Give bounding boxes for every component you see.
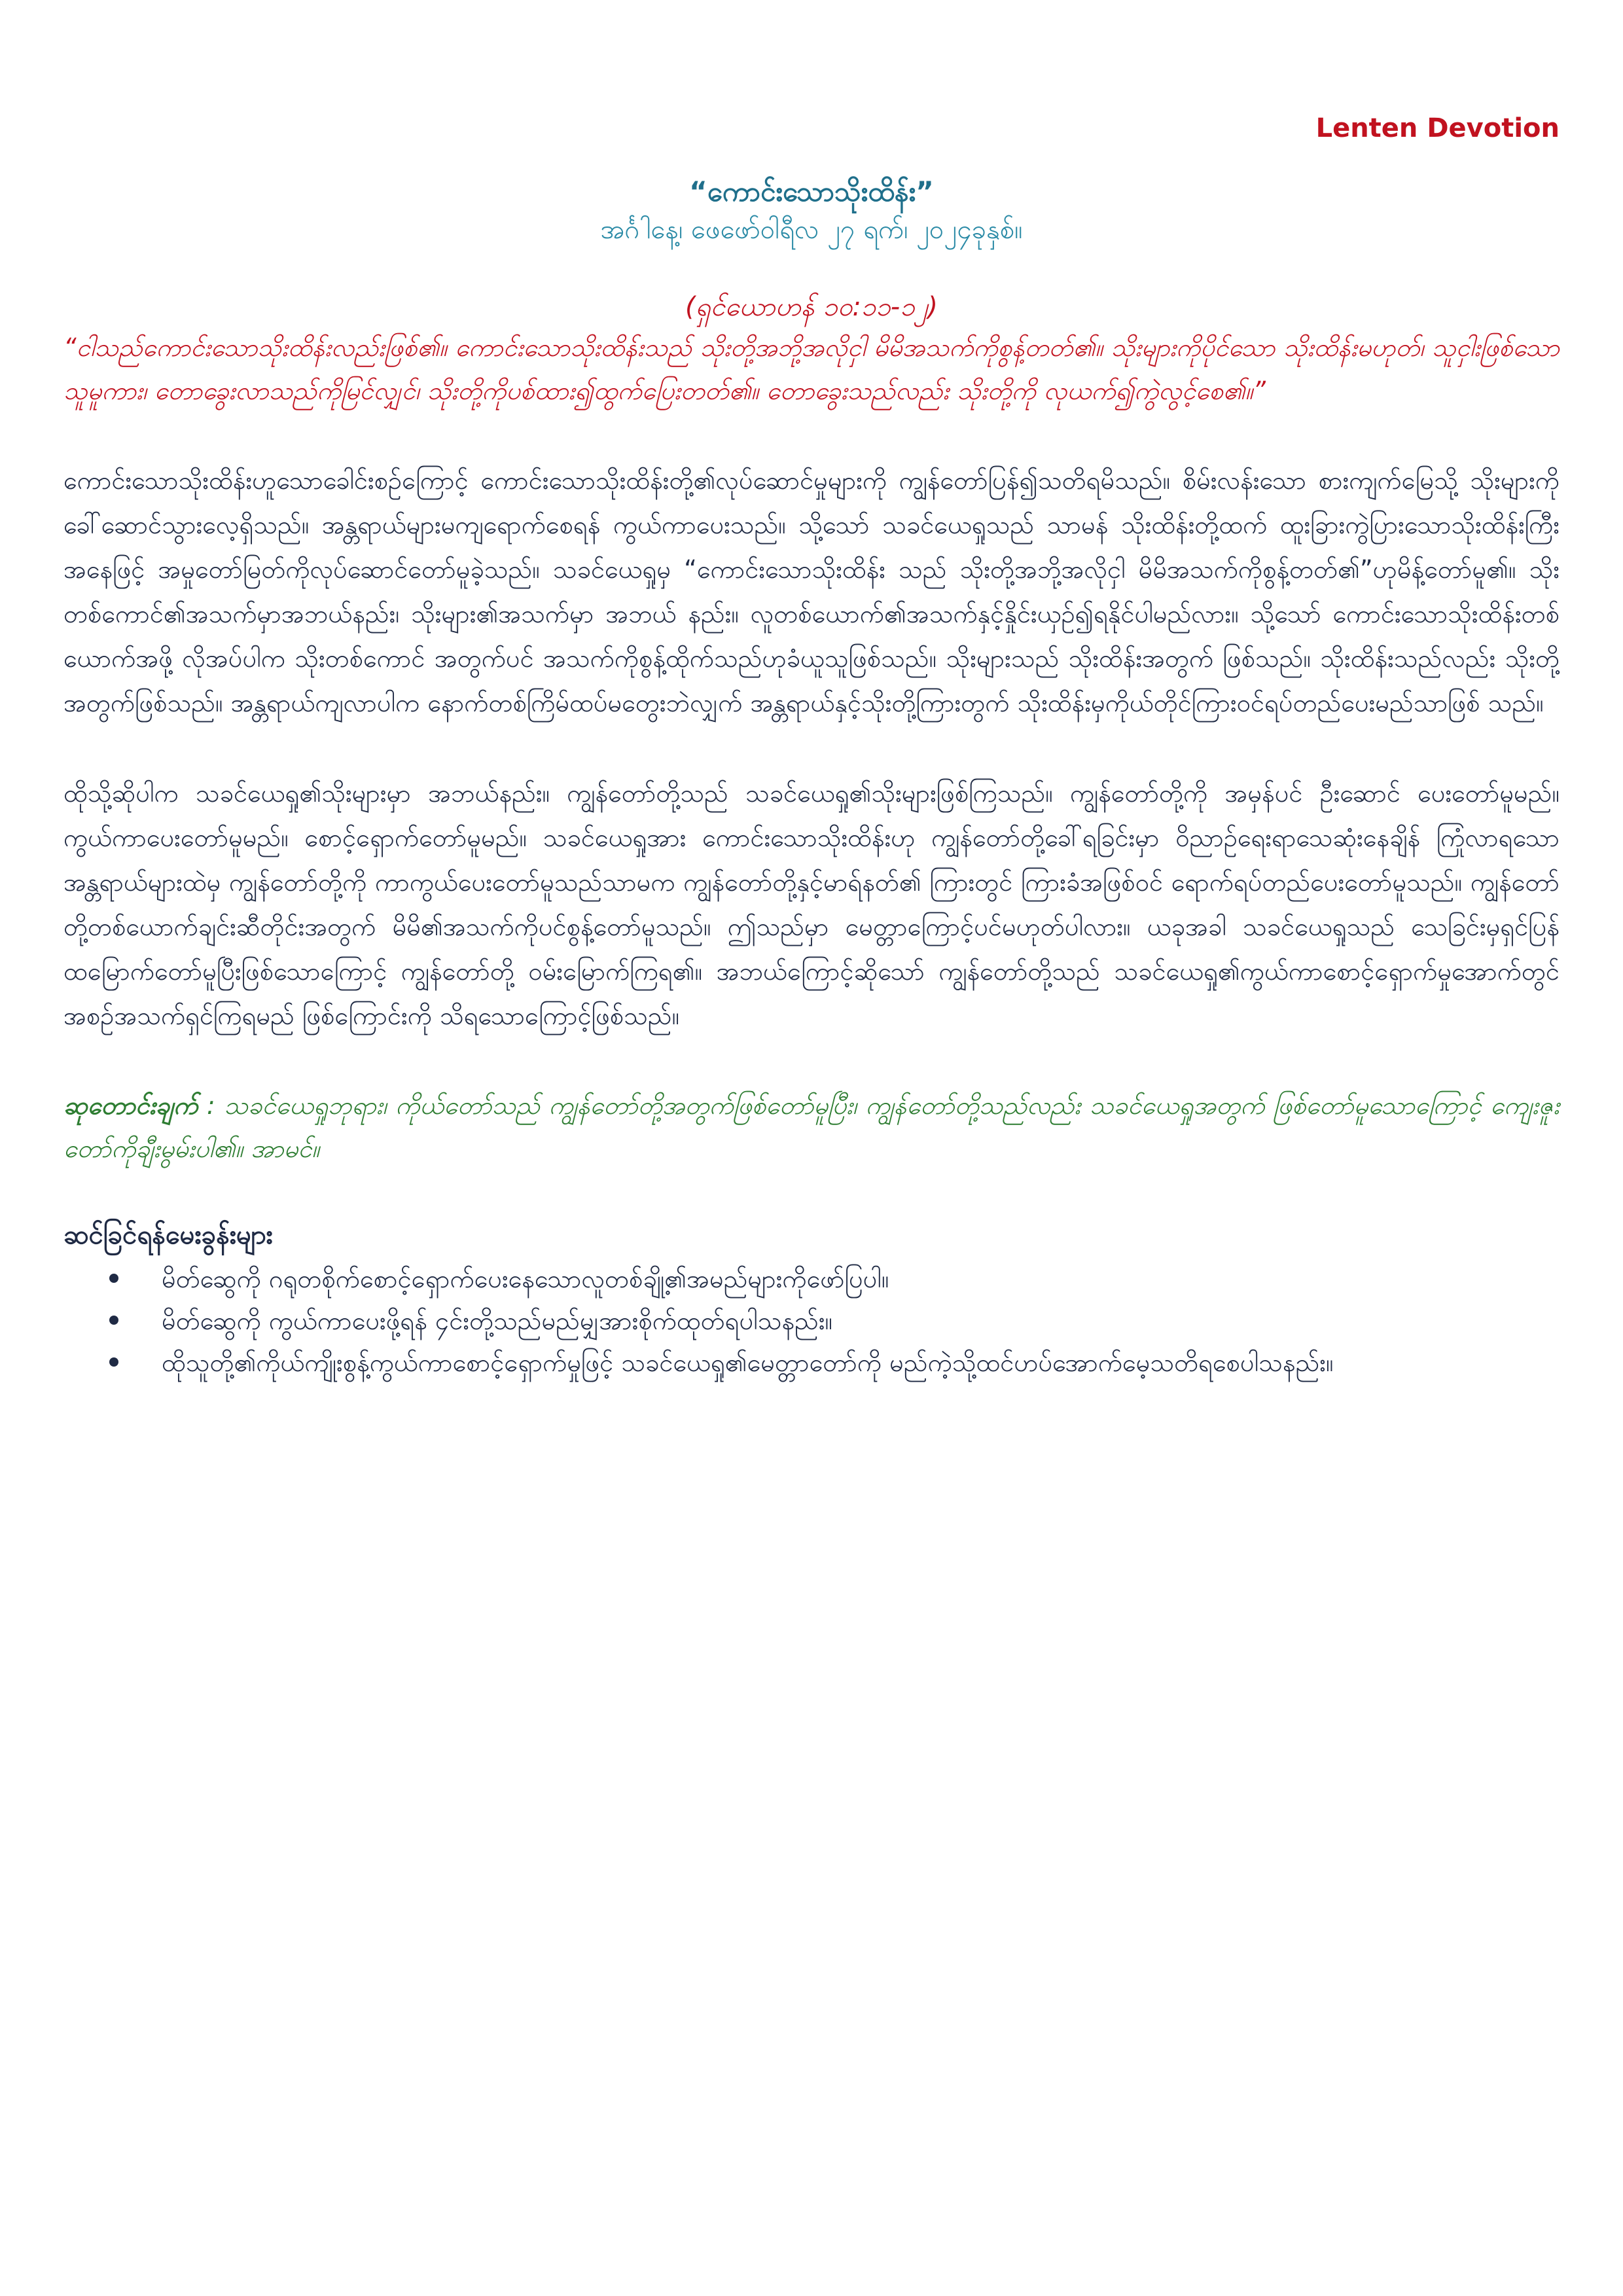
bullet-icon: [109, 1316, 118, 1325]
question-text: ထိုသူတို့၏ကိုယ်ကျိုးစွန့်ကွယ်ကာစောင့်ရှောက်မှုဖြင့် သခင်ယေရှု၏မေတ္တာတော်ကို မည်ကဲ့သို့ထင်ဟပ်အောက်မေ့သတိရစေပါသနည်း။: [162, 1348, 1334, 1377]
question-text: မိတ်ဆွေကို ဂရုတစိုက်စောင့်ရှောက်ပေးနေသောလူတစ်ချို့၏အမည်များကိုဖော်ပြပါ။: [162, 1265, 889, 1293]
body-paragraph-2: ထိုသို့ဆိုပါက သခင်ယေရှု၏သိုးများမှာ အဘယ်နည်း။ ကျွန်တော်တို့သည် သခင်ယေရှု၏သိုးများဖြစ်ကြသည်။ ကျွန်တော်တို့ကို အမှန်ပင် ဦးဆောင် ပေးတော်မူမည်။ ကွယ်ကာပေးတော်မူမည်။ စောင့်ရှောက်တော်မူမည်။ သခင်ယေရှုအား ကောင်းသောသိုးထိန်းဟု ကျွန်တော်တို့ခေါ်ရခြင်းမှာ ဝိညာဉ်ရေးရာသေဆုံးနေချိန် ကြုံလာရသောအန္တရာယ်များထဲမှ ကျွန်တော်တို့ကို ကာကွယ်ပေးတော်မူသည်သာမက ကျွန်တော်တို့နှင့်မာရ်နတ်၏ ကြားတွင် ကြားခံအဖြစ်ဝင် ရောက်ရပ်တည်ပေးတော်မူသည်။ ကျွန်တော်တို့တစ်ယောက်ချင်းဆီတိုင်းအတွက် မိမိ၏အသက်ကိုပင်စွန့်တော်မူသည်။ ဤသည်မှာ မေတ္တာကြောင့်ပင်မဟုတ်ပါလား။ ယခုအခါ သခင်ယေရှုသည် သေခြင်းမှရှင်ပြန်ထမြောက်တော်မူပြီးဖြစ်သောကြောင့် ကျွန်တော်တို့ ဝမ်းမြောက်ကြရ၏။ အဘယ်ကြောင့်ဆိုသော် ကျွန်တော်တို့သည် သခင်ယေရှု၏ကွယ်ကာစောင့်ရှောက်မှုအောက်တွင် အစဉ်အသက်ရှင်ကြရမည် ဖြစ်ကြောင်းကို သိရသောကြောင့်ဖြစ်သည်။: [63, 779, 1560, 1030]
scripture-reference: (ရှင်ယောဟန် ၁၀:၁၁-၁၂): [685, 292, 938, 322]
questions-heading: ဆင်ခြင်ရန်မေးခွန်းများ: [63, 1220, 273, 1250]
question-text: မိတ်ဆွေကို ကွယ်ကာပေးဖို့ရန် ၄င်းတို့သည်မည်မျှအားစိုက်ထုတ်ရပါသနည်း။: [162, 1306, 832, 1335]
devotion-date: အင်္ဂါနေ့၊ ဖေဖော်ဝါရီလ ၂၇ ရက်၊ ၂၀၂၄ခုနှစ်။: [600, 215, 1023, 245]
list-item: [109, 1300, 1560, 1342]
list-item: [109, 1258, 1560, 1300]
body-paragraph-1: ကောင်းသောသိုးထိန်းဟူသောခေါင်းစဉ်ကြောင့် ကောင်းသောသိုးထိန်းတို့၏လုပ်ဆောင်မှုများကို ကျွန်တော်ပြန်၍သတိရမိသည်။ စိမ်းလန်းသော စားကျက်မြေသို့ သိုးများကိုခေါ်ဆောင်သွားလေ့ရှိသည်။ အန္တရာယ်များမကျရောက်စေရန် ကွယ်ကာပေးသည်။ သို့သော် သခင်ယေရှုသည် သာမန် သိုးထိန်းတို့ထက် ထူးခြားကွဲပြားသောသိုးထိန်းကြီးအနေဖြင့် အမှုတော်မြတ်ကိုလုပ်ဆောင်တော်မူခဲ့သည်။ သခင်ယေရှုမှ “ကောင်းသောသိုးထိန်း သည် သိုးတို့အဘို့အလိုငှါ မိမိအသက်ကိုစွန့်တတ်၏”ဟုမိန့်တော်မူ၏။ သိုးတစ်ကောင်၏အသက်မှာအဘယ်နည်း၊ သိုးများ၏အသက်မှာ အဘယ် နည်း။ လူတစ်ယောက်၏အသက်နှင့်နှိုင်းယှဉ်၍ရနိုင်ပါမည်လား။ သို့သော် ကောင်းသောသိုးထိန်းတစ်ယောက်အဖို့ လိုအပ်ပါက သိုးတစ်ကောင် အတွက်ပင် အသက်ကိုစွန့်ထိုက်သည်ဟုခံယူသူဖြစ်သည်။ သိုးများသည် သိုးထိန်းအတွက် ဖြစ်သည်။ သိုးထိန်းသည်လည်း သိုးတို့အတွက်ဖြစ်သည်။ အန္တရာယ်ကျလာပါက နောက်တစ်ကြိမ်ထပ်မတွေးဘဲလျှက် အန္တရာယ်နှင့်သိုးတို့ကြားတွက် သိုးထိန်းမှကိုယ်တိုင်ကြားဝင်ရပ်တည်ပေးမည်သာဖြစ် သည်။: [63, 466, 1560, 717]
devotion-title: “ကောင်းသောသိုးထိန်း”: [689, 175, 934, 207]
questions-list: [63, 1258, 1560, 1384]
scripture-text: “ငါသည်ကောင်းသောသိုးထိန်းလည်းဖြစ်၏။ ကောင်းသောသိုးထိန်းသည် သိုးတို့အဘို့အလိုငှါ မိမိအသက်ကိုစွန့်တတ်၏။ သိုးများကိုပိုင်သော သိုးထိန်းမဟုတ်၊ သူငှါးဖြစ်သောသူမူကား၊ တောခွေးလာသည်ကိုမြင်လျှင်၊ သိုးတို့ကိုပစ်ထား၍ထွက်ပြေးတတ်၏။ တောခွေးသည်လည်း သိုးတို့ကို လုယက်၍ကွဲလွင့်စေ၏။”: [63, 333, 1560, 405]
prayer-text: သခင်ယေရှုဘုရား၊ ကိုယ်တော်သည် ကျွန်တော်တို့အတွက်ဖြစ်တော်မူပြီး၊ ကျွန်တော်တို့သည်လည်း သခင်ယေရှုအတွက် ဖြစ်တော်မူသောကြောင့် ကျေးဇူးတော်ကိုချီးမွမ်းပါ၏။ အာမင်။: [63, 1091, 1560, 1163]
bullet-icon: [109, 1357, 118, 1367]
prayer-separator: :: [198, 1091, 224, 1120]
bullet-icon: [109, 1274, 118, 1283]
prayer-block: [63, 1084, 1560, 1170]
list-item: [109, 1342, 1560, 1384]
header-label: Lenten Devotion: [1315, 113, 1560, 143]
prayer-label: ဆုတောင်းချက်: [63, 1091, 198, 1120]
